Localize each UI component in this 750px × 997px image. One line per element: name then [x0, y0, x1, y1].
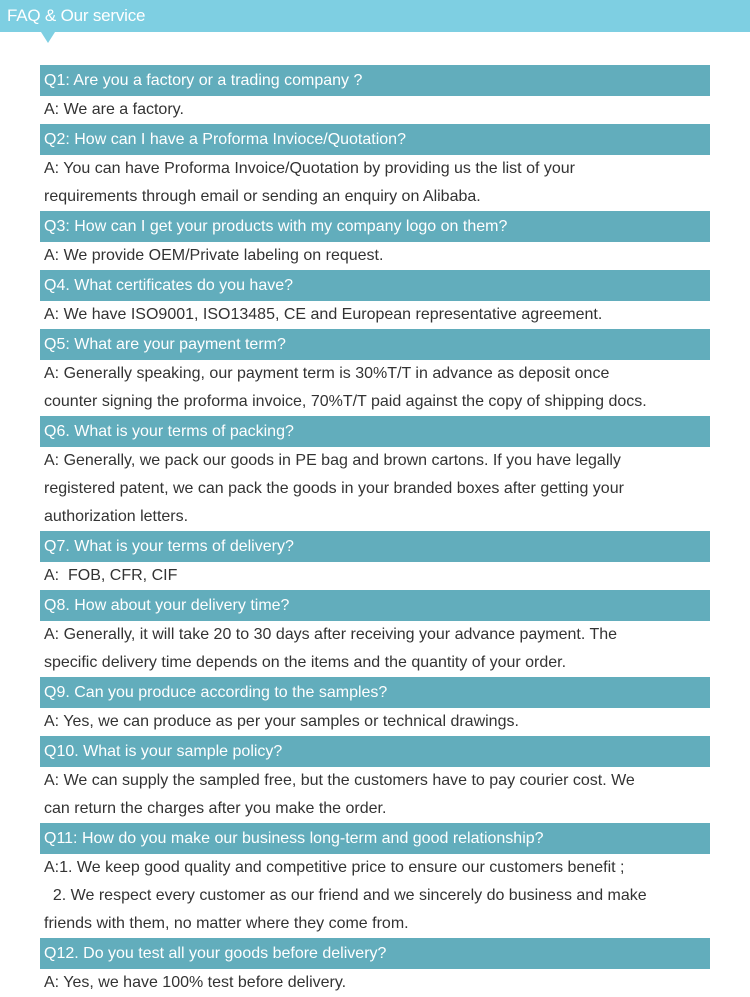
- faq-question: Q9. Can you produce according to the samples?: [40, 677, 710, 708]
- header-pointer-arrow: [41, 32, 55, 43]
- faq-question: Q5: What are your payment term?: [40, 329, 710, 360]
- faq-item-q1: [40, 65, 710, 124]
- faq-answer-line: 2. We respect every customer as our friend and we sincerely do business and make: [44, 887, 647, 904]
- header-banner: [0, 0, 750, 32]
- faq-answer-line: A: We have ISO9001, ISO13485, CE and European representative agreement.: [44, 306, 603, 323]
- faq-question: Q6. What is your terms of packing?: [40, 416, 710, 447]
- faq-answer-line: A: FOB, CFR, CIF: [44, 567, 178, 584]
- faq-item-q7: [40, 531, 710, 590]
- faq-answer-line: A: We provide OEM/Private labeling on request.: [44, 247, 384, 264]
- faq-question: Q12. Do you test all your goods before delivery?: [40, 938, 710, 969]
- faq-item-q8: [40, 590, 710, 677]
- page-title: FAQ & Our service: [7, 6, 146, 25]
- faq-question: Q7. What is your terms of delivery?: [40, 531, 710, 562]
- faq-item-q2: [40, 124, 710, 211]
- faq-question: Q1: Are you a factory or a trading company ?: [40, 65, 710, 96]
- faq-answer-line: counter signing the proforma invoice, 70%T/T paid against the copy of shipping docs.: [44, 393, 647, 410]
- faq-item-q11: [40, 823, 710, 938]
- faq-question: Q2: How can I have a Proforma Invioce/Quotation?: [40, 124, 710, 155]
- faq-item-q6: [40, 416, 710, 531]
- faq-answer-line: A: We can supply the sampled free, but the customers have to pay courier cost. We: [44, 772, 635, 789]
- faq-item-q12: [40, 938, 710, 997]
- faq-answer-line: A: Generally speaking, our payment term is 30%T/T in advance as deposit once: [44, 365, 610, 382]
- faq-answer-line: A: Yes, we have 100% test before delivery.: [44, 974, 347, 991]
- faq-answer-line: friends with them, no matter where they come from.: [44, 915, 409, 932]
- faq-answer-line: A: You can have Proforma Invoice/Quotation by providing us the list of your: [44, 160, 575, 177]
- faq-question: Q4. What certificates do you have?: [40, 270, 710, 301]
- faq-answer-line: specific delivery time depends on the items and the quantity of your order.: [44, 654, 567, 671]
- faq-item-q10: [40, 736, 710, 823]
- faq-question: Q11: How do you make our business long-term and good relationship?: [40, 823, 710, 854]
- faq-answer-line: authorization letters.: [44, 508, 189, 525]
- faq-question: Q8. How about your delivery time?: [40, 590, 710, 621]
- faq-item-q3: [40, 211, 710, 270]
- faq-item-q5: [40, 329, 710, 416]
- faq-item-q9: [40, 677, 710, 736]
- faq-list: [40, 65, 710, 997]
- faq-answer-line: registered patent, we can pack the goods in your branded boxes after getting your: [44, 480, 624, 497]
- faq-answer-line: A: Generally, we pack our goods in PE bag and brown cartons. If you have legally: [44, 452, 621, 469]
- faq-answer-line: A: Yes, we can produce as per your samples or technical drawings.: [44, 713, 519, 730]
- faq-answer-line: A: Generally, it will take 20 to 30 days after receiving your advance payment. The: [44, 626, 618, 643]
- faq-answer-line: can return the charges after you make the order.: [44, 800, 387, 817]
- faq-question: Q3: How can I get your products with my company logo on them?: [40, 211, 710, 242]
- faq-item-q4: [40, 270, 710, 329]
- faq-question: Q10. What is your sample policy?: [40, 736, 710, 767]
- faq-answer-line: A:1. We keep good quality and competitive price to ensure our customers benefit ;: [44, 859, 625, 876]
- faq-answer-line: requirements through email or sending an enquiry on Alibaba.: [44, 188, 481, 205]
- faq-answer-line: A: We are a factory.: [44, 101, 184, 118]
